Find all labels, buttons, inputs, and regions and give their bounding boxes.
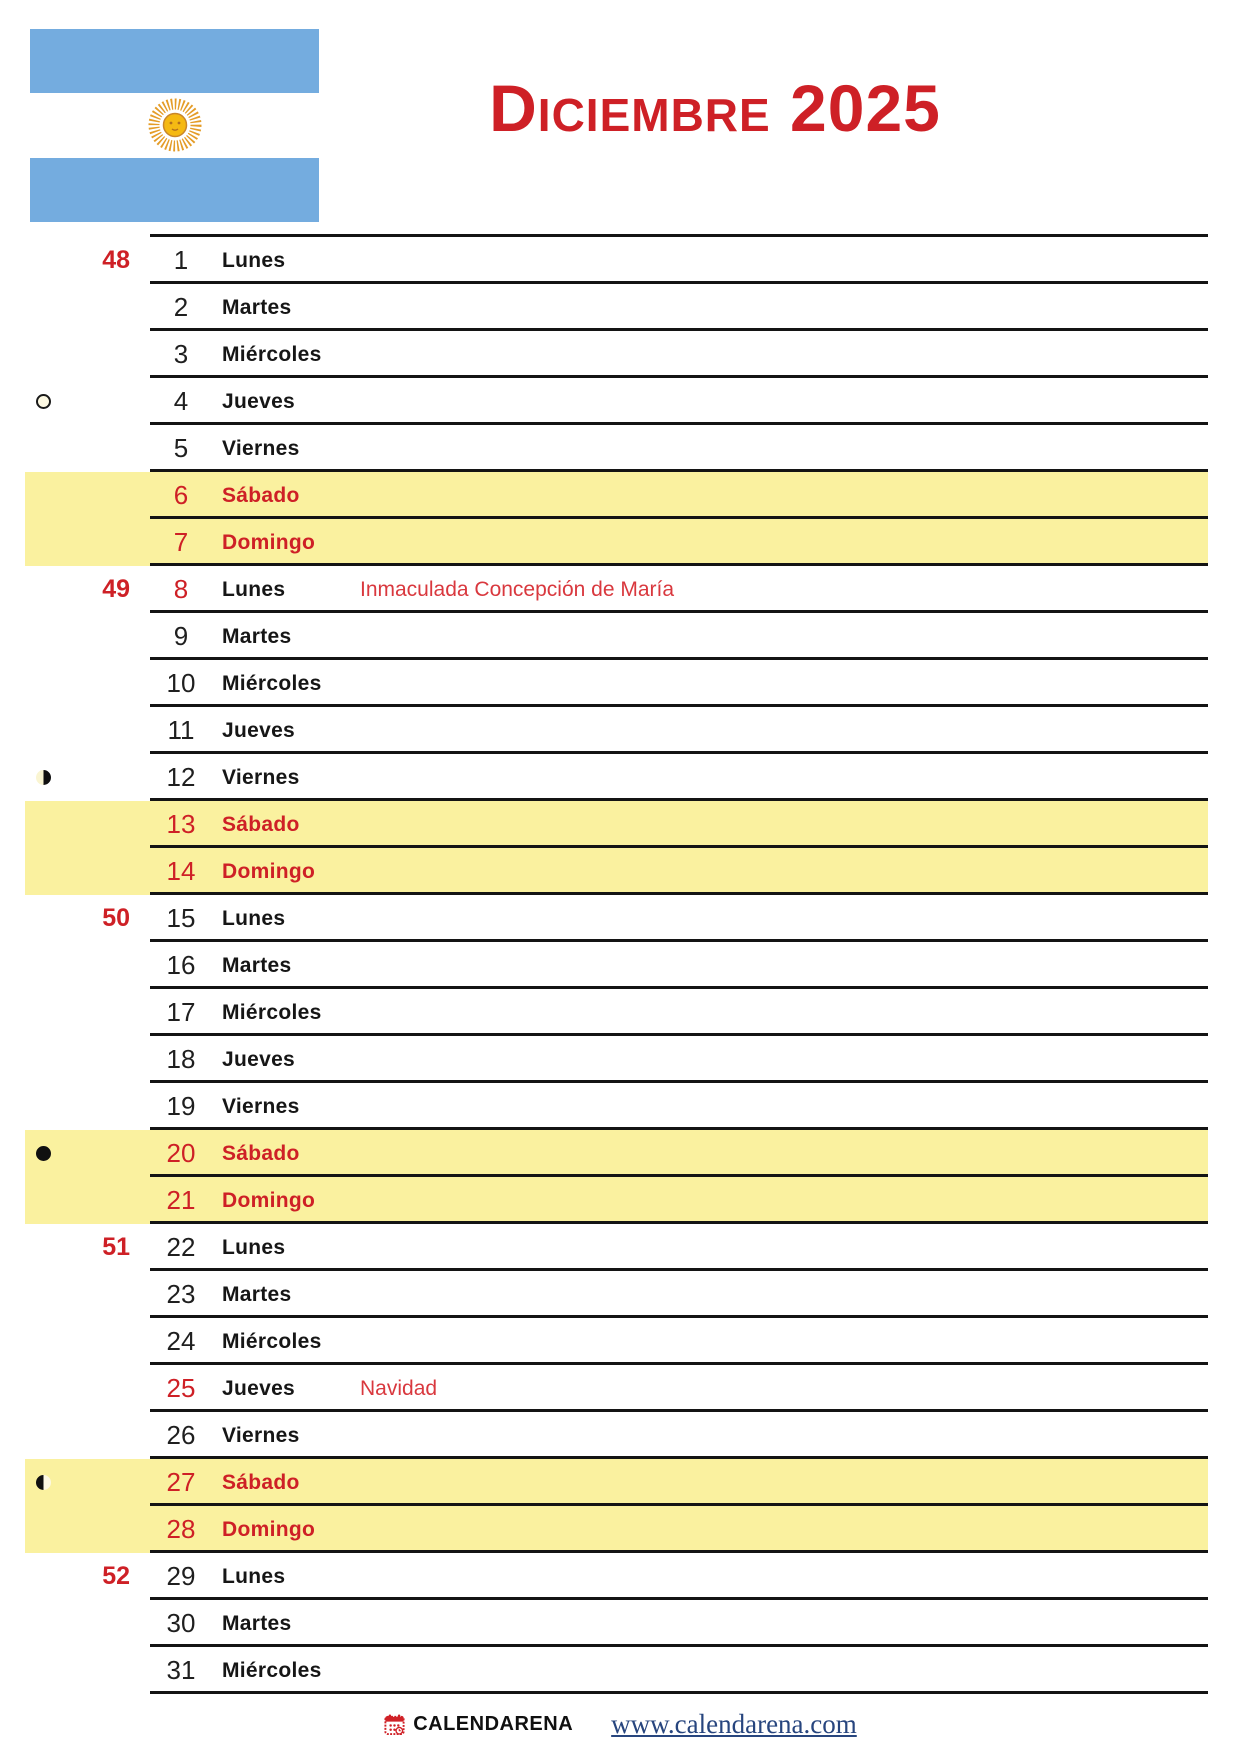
day-number: 15 [166, 903, 196, 933]
day-name: Jueves [222, 719, 296, 742]
day-name: Lunes [222, 1236, 286, 1259]
day-name: Martes [222, 296, 292, 319]
calendar-row [0, 1647, 1240, 1694]
day-number: 25 [166, 1373, 196, 1403]
calendar-row [0, 1083, 1240, 1130]
day-name: Miércoles [222, 1001, 322, 1024]
day-name: Domingo [222, 1518, 316, 1541]
day-number: 30 [166, 1608, 196, 1638]
day-number: 27 [166, 1467, 196, 1497]
day-name: Domingo [222, 1189, 316, 1212]
calendar-row [0, 1224, 1240, 1271]
calendar-row [0, 1271, 1240, 1318]
calendar-row [0, 942, 1240, 989]
day-number: 9 [173, 621, 189, 651]
day-name: Lunes [222, 249, 286, 272]
day-name: Lunes [222, 907, 286, 930]
calendar-row [0, 1036, 1240, 1083]
day-number: 3 [173, 339, 189, 369]
day-number: 23 [166, 1279, 196, 1309]
last-quarter-moon-icon [36, 770, 51, 785]
calendar-rows [0, 237, 1240, 1694]
day-number: 13 [166, 809, 196, 839]
row-divider [150, 1691, 1208, 1694]
new-moon-icon [36, 1146, 51, 1161]
day-name: Miércoles [222, 672, 322, 695]
day-name: Domingo [222, 860, 316, 883]
calendar-row [0, 1459, 1240, 1506]
day-number: 21 [166, 1185, 196, 1215]
holiday-label: Inmaculada Concepción de María [360, 578, 675, 601]
calendar-row [0, 1318, 1240, 1365]
day-name: Lunes [222, 578, 286, 601]
day-name: Viernes [222, 1424, 300, 1447]
day-number: 18 [166, 1044, 196, 1074]
day-number: 14 [166, 856, 196, 886]
calendar-row [0, 613, 1240, 660]
day-name: Sábado [222, 1142, 300, 1165]
calendar-row [0, 237, 1240, 284]
day-number: 10 [166, 668, 196, 698]
day-number: 8 [173, 574, 189, 604]
day-name: Miércoles [222, 1659, 322, 1682]
calendar-row [0, 1177, 1240, 1224]
day-name: Sábado [222, 484, 300, 507]
day-number: 1 [173, 245, 189, 275]
week-number: 48 [102, 246, 130, 274]
website-link[interactable]: www.calendarena.com [611, 1708, 857, 1739]
calendar-row [0, 707, 1240, 754]
day-name: Martes [222, 954, 292, 977]
week-number: 51 [102, 1233, 130, 1261]
day-number: 20 [166, 1138, 196, 1168]
week-number: 52 [102, 1562, 130, 1590]
day-name: Sábado [222, 1471, 300, 1494]
brand-name: CALENDARENA [413, 1712, 574, 1735]
calendar-row [0, 895, 1240, 942]
day-number: 6 [173, 480, 189, 510]
calendar-row [0, 1412, 1240, 1459]
week-number: 49 [102, 575, 130, 603]
calendar-row [0, 989, 1240, 1036]
calendar-row [0, 1553, 1240, 1600]
day-number: 11 [167, 715, 195, 745]
day-number: 31 [166, 1655, 196, 1685]
day-name: Jueves [222, 1377, 296, 1400]
calendar-row [0, 1130, 1240, 1177]
day-name: Miércoles [222, 343, 322, 366]
week-number: 50 [102, 904, 130, 932]
argentina-flag [30, 29, 319, 222]
calendar-row [0, 378, 1240, 425]
month-title: Diciembre 2025 [489, 71, 941, 145]
day-number: 28 [166, 1514, 196, 1544]
calendar-row [0, 425, 1240, 472]
flag-stripe-bottom [30, 158, 319, 222]
day-number: 22 [166, 1232, 196, 1262]
day-number: 4 [173, 386, 189, 416]
day-number: 19 [166, 1091, 196, 1121]
calendar-row [0, 472, 1240, 519]
day-number: 2 [173, 292, 189, 322]
day-number: 7 [173, 527, 189, 557]
calendar-row [0, 754, 1240, 801]
day-number: 29 [166, 1561, 196, 1591]
day-name: Sábado [222, 813, 300, 836]
calendar-icon [383, 1713, 406, 1736]
day-name: Martes [222, 1612, 292, 1635]
day-number: 12 [166, 762, 196, 792]
sun-of-may-icon [147, 97, 203, 153]
day-number: 5 [173, 433, 189, 463]
calendar-row [0, 566, 1240, 613]
day-name: Viernes [222, 766, 300, 789]
calendar-row [0, 1365, 1240, 1412]
day-name: Domingo [222, 531, 316, 554]
calendar-row [0, 1506, 1240, 1553]
calendar-row [0, 331, 1240, 378]
day-name: Martes [222, 625, 292, 648]
calendar-row [0, 1600, 1240, 1647]
day-name: Jueves [222, 1048, 296, 1071]
day-number: 24 [166, 1326, 196, 1356]
day-number: 17 [166, 997, 196, 1027]
day-name: Miércoles [222, 1330, 322, 1353]
holiday-label: Navidad [360, 1377, 438, 1400]
calendar-row [0, 801, 1240, 848]
flag-stripe-top [30, 29, 319, 93]
full-moon-icon [36, 394, 51, 409]
calendar-row [0, 848, 1240, 895]
flag-stripe-middle [30, 93, 319, 157]
brand-logo [383, 1713, 573, 1736]
footer [0, 1698, 1240, 1750]
calendar-row [0, 284, 1240, 331]
day-name: Jueves [222, 390, 296, 413]
day-name: Lunes [222, 1565, 286, 1588]
day-number: 26 [166, 1420, 196, 1450]
calendar-row [0, 519, 1240, 566]
day-name: Viernes [222, 1095, 300, 1118]
day-number: 16 [166, 950, 196, 980]
first-quarter-moon-icon [36, 1475, 51, 1490]
day-name: Viernes [222, 437, 300, 460]
day-name: Martes [222, 1283, 292, 1306]
calendar-row [0, 660, 1240, 707]
